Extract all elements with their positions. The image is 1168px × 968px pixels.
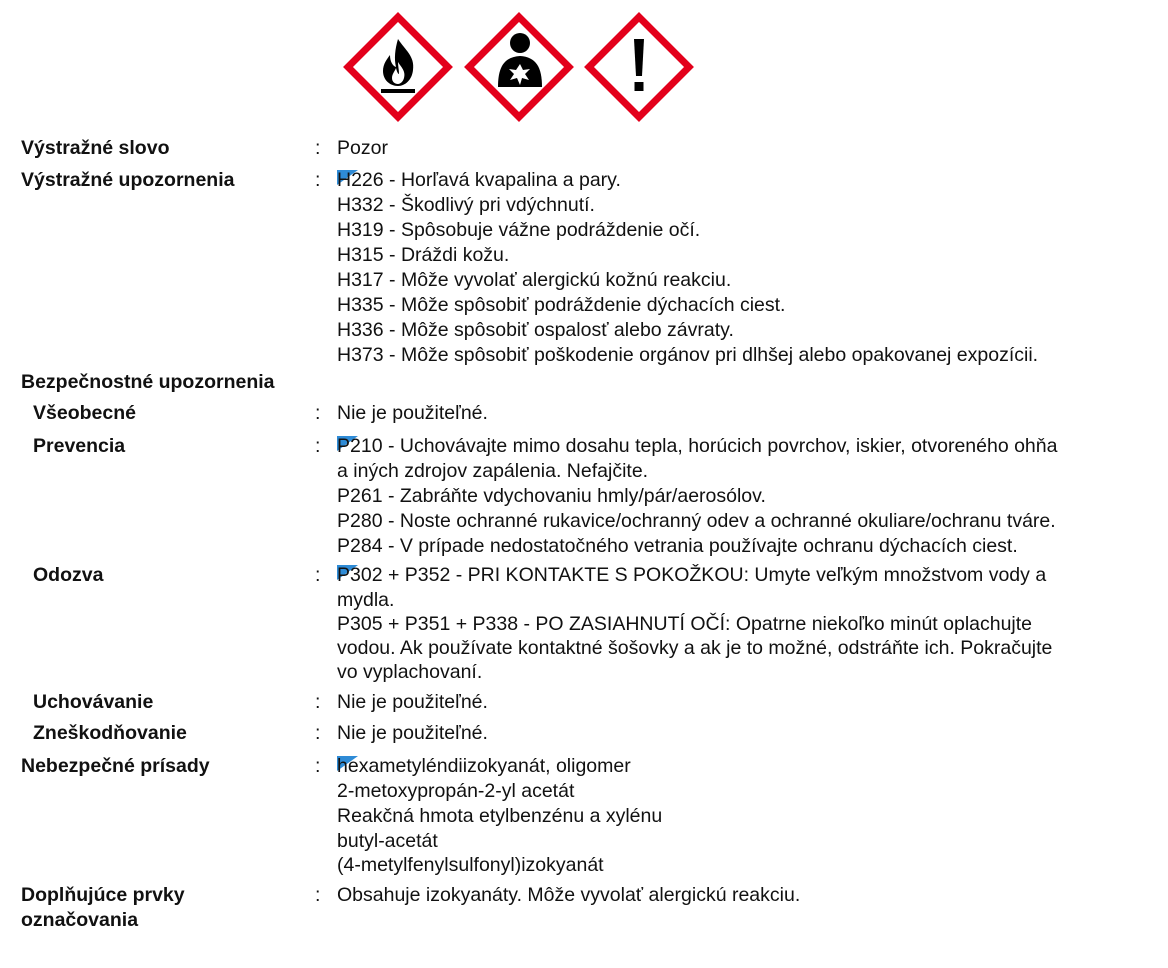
- response-line: vodou. Ak používate kontaktné šošovky a ak je to možné, odstráňte ich. Pokračujte: [337, 637, 1053, 659]
- colon: :: [315, 722, 321, 744]
- hazardous-ingredients-label: Nebezpečné prísady: [21, 755, 210, 777]
- flame-icon: [343, 12, 453, 122]
- general-label: Všeobecné: [33, 402, 136, 424]
- prevention-line: P280 - Noste ochranné rukavice/ochranný odev a ochranné okuliare/ochranu tváre.: [337, 510, 1056, 532]
- ingredient-item: (4-metylfenylsulfonyl)izokyanát: [337, 854, 604, 876]
- storage-label: Uchovávanie: [33, 691, 154, 713]
- colon: :: [315, 137, 321, 159]
- ingredient-item: butyl-acetát: [337, 830, 438, 852]
- colon: :: [315, 755, 321, 777]
- colon: :: [315, 169, 321, 191]
- ingredient-item: Reakčná hmota etylbenzénu a xylénu: [337, 805, 663, 827]
- signal-word-value: Pozor: [337, 137, 388, 159]
- prevention-line: P261 - Zabráňte vdychovaniu hmly/pár/aerosólov.: [337, 485, 766, 507]
- hazard-statements-label: Výstražné upozornenia: [21, 169, 235, 191]
- prevention-line: P284 - V prípade nedostatočného vetrania používajte ochranu dýchacích ciest.: [337, 535, 1018, 557]
- hazard-statement-line: H335 - Môže spôsobiť podráždenie dýchacích ciest.: [337, 294, 786, 316]
- hazard-statement-line: H332 - Škodlivý pri vdýchnutí.: [337, 194, 595, 216]
- colon: :: [315, 402, 321, 424]
- colon: :: [315, 435, 321, 457]
- disposal-label: Zneškodňovanie: [33, 722, 187, 744]
- prevention-label: Prevencia: [33, 435, 126, 457]
- hazard-statement-line: H315 - Dráždi kožu.: [337, 244, 510, 266]
- hazard-statement-line: H319 - Spôsobuje vážne podráždenie očí.: [337, 219, 701, 241]
- supplementary-label-line: označovania: [21, 909, 139, 931]
- storage-value: Nie je použiteľné.: [337, 691, 488, 713]
- precautionary-statements-heading: Bezpečnostné upozornenia: [21, 371, 275, 393]
- ingredient-item: hexametyléndiizokyanát, oligomer: [337, 755, 631, 777]
- colon: :: [315, 564, 321, 586]
- hazard-statement-line: H317 - Môže vyvolať alergickú kožnú reakciu.: [337, 269, 732, 291]
- prevention-line: a iných zdrojov zapálenia. Nefajčite.: [337, 460, 649, 482]
- disposal-value: Nie je použiteľné.: [337, 722, 488, 744]
- ingredient-item: 2-metoxypropán-2-yl acetát: [337, 780, 575, 802]
- colon: :: [315, 691, 321, 713]
- response-label: Odozva: [33, 564, 104, 586]
- response-line: vo vyplachovaní.: [337, 661, 483, 683]
- supplementary-value: Obsahuje izokyanáty. Môže vyvolať alergickú reakciu.: [337, 884, 801, 906]
- colon: :: [315, 884, 321, 906]
- response-line: P302 + P352 - PRI KONTAKTE S POKOŽKOU: Umyte veľkým množstvom vody a: [337, 564, 1047, 586]
- signal-word-label: Výstražné slovo: [21, 137, 170, 159]
- response-line: mydla.: [337, 589, 395, 611]
- hazard-statement-line: H373 - Môže spôsobiť poškodenie orgánov pri dlhšej alebo opakovanej expozícii.: [337, 344, 1039, 366]
- hazard-statement-line: H226 - Horľavá kvapalina a pary.: [337, 169, 621, 191]
- health-hazard-icon: [464, 12, 574, 122]
- prevention-line: P210 - Uchovávajte mimo dosahu tepla, horúcich povrchov, iskier, otvoreného ohňa: [337, 435, 1058, 457]
- supplementary-label-line: Doplňujúce prvky: [21, 884, 185, 906]
- response-line: P305 + P351 + P338 - PO ZASIAHNUTÍ OČÍ: Opatrne niekoľko minút oplachujte: [337, 613, 1033, 635]
- general-value: Nie je použiteľné.: [337, 402, 488, 424]
- exclamation-mark-icon: [584, 12, 694, 122]
- hazard-statement-line: H336 - Môže spôsobiť ospalosť alebo závraty.: [337, 319, 734, 341]
